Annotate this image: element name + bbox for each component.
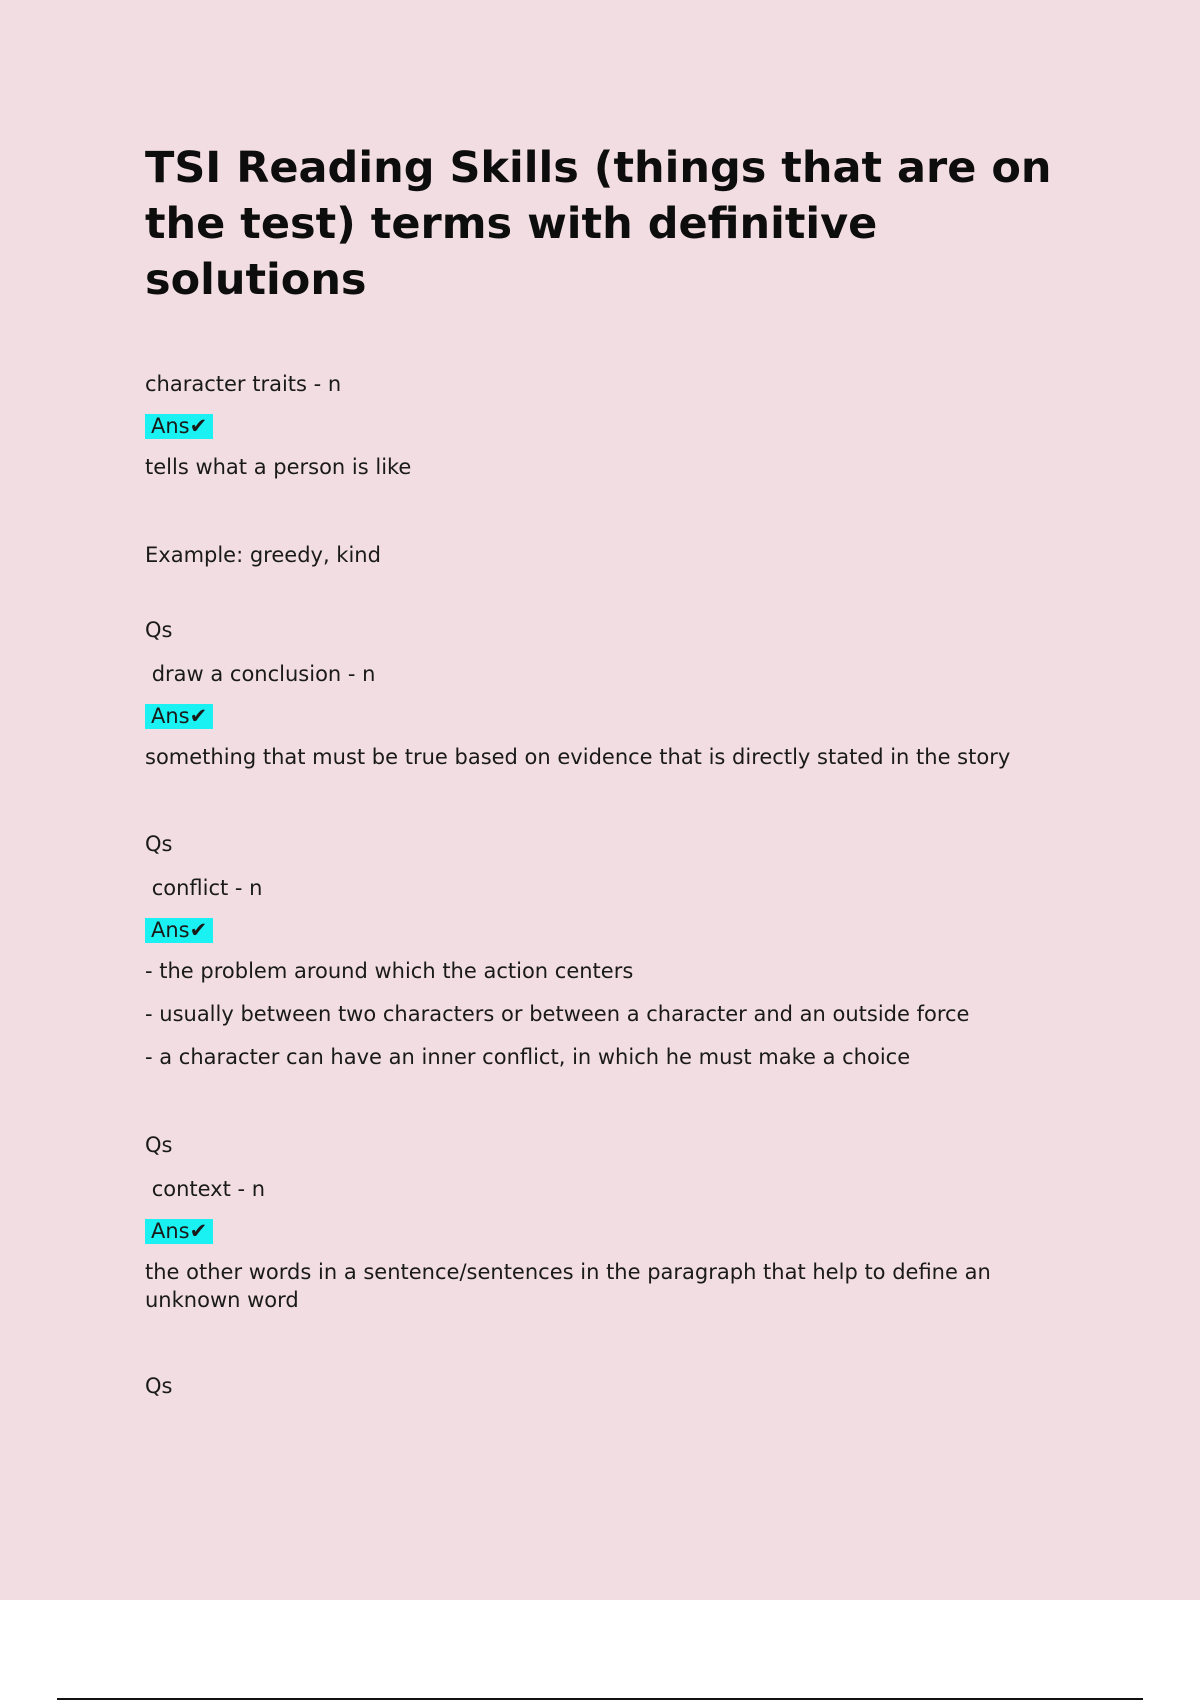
answer-line: Example: greedy, kind: [145, 543, 381, 567]
answer-line: - a character can have an inner conflict, in which he must make a choice: [145, 1045, 911, 1069]
qs-label: Qs: [145, 832, 173, 856]
qs-label: Qs: [145, 1133, 173, 1157]
qs-label: Qs: [145, 1374, 173, 1398]
answer-badge: Ans✔: [145, 1219, 213, 1244]
answer-line: the other words in a sentence/sentences in the paragraph that help to define an unknown word: [145, 1260, 998, 1312]
question-text: context - n: [145, 1177, 266, 1201]
question-text: conflict - n: [145, 876, 263, 900]
answer-line: tells what a person is like: [145, 455, 412, 479]
question-text: character traits - n: [145, 372, 342, 396]
answer-line: - usually between two characters or between a character and an outside force: [145, 1002, 970, 1026]
answer-line: - the problem around which the action centers: [145, 959, 634, 983]
answer-line: [145, 497, 1105, 525]
qa-item: [145, 616, 1105, 771]
qs-label: Qs: [145, 618, 173, 642]
document-content: [145, 140, 1105, 1416]
document-title: TSI Reading Skills (things that are on the test) terms with definitive solutions: [145, 143, 1052, 305]
answer-badge: Ans✔: [145, 918, 213, 943]
answer-line: something that must be true based on evidence that is directly stated in the story: [145, 745, 1011, 769]
qa-item: [145, 370, 1105, 569]
qa-item: [145, 1131, 1105, 1314]
answer-badge: Ans✔: [145, 704, 213, 729]
answer-badge: Ans✔: [145, 414, 213, 439]
question-text: draw a conclusion - n: [145, 662, 376, 686]
qa-item: [145, 830, 1105, 1071]
